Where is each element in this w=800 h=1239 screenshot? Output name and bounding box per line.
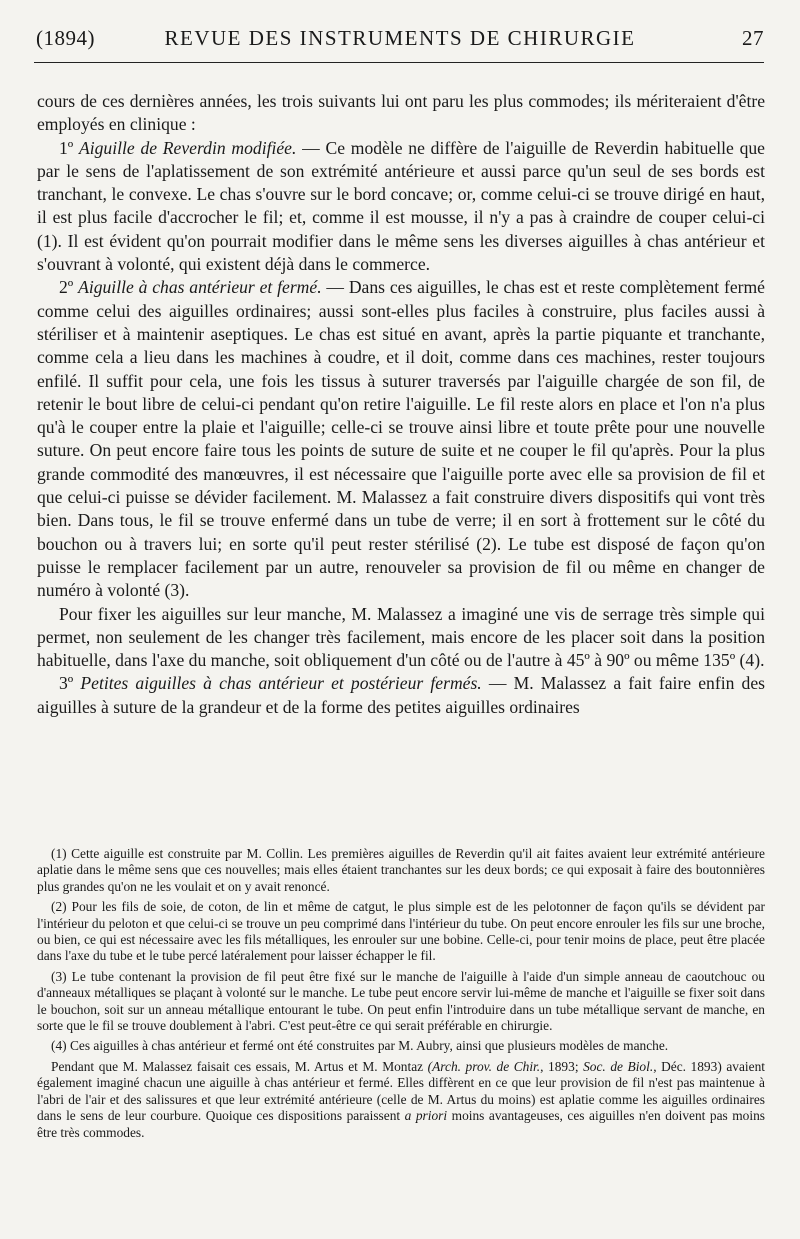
paragraph-needle-1 xyxy=(37,137,765,277)
item-title: Aiguille à chas antérieur et fermé. xyxy=(78,277,322,298)
page-number: 27 xyxy=(742,26,764,50)
item-text: — Dans ces aiguilles, le chas est et reste complètement fermé comme celui des aiguilles ordinaires; aussi sont-elles plus faciles à construire, plus faciles aussi à stériliser et à maintenir aseptiques. Le chas est situé en avant, après la partie piquante et tranchante, comme cela a lieu dans les machines à coudre, et il doit, comme dans ces machines, rester toujours enfilé. Il suffit pour cela, une fois les tissus à suturer traversés par l'aiguille chargée de son fil, de retenir le bout libre de celui-ci pendant qu'on retire l'aiguille. Le fil reste alors en place et l'on n'a plus qu'à le couper entre la plaie et l'aiguille; celle-ci se trouve ainsi libre et toute prête pour une nouvelle suture. On peut encore faire tous les points de suture de suite et ne couper le fil qu'après. Pour la plus grande commodité des manœuvres, il est nécessaire que l'aiguille porte avec elle sa provision de fil et que celui-ci puisse se dévider facilement. M. Malassez a fait construire divers dispositifs qui vont très bien. Dans tous, le fil se trouve enfermé dans un tube de verre; il en sort à frottement sur le côté du bouchon ou à travers lui; en sorte qu'il peut rester stérilisé (2). Le tube est disposé de façon qu'on puisse le remplacer facilement par un autre, renouveler sa provision de fil ou même en changer de numéro à volonté (3). xyxy=(37,277,765,601)
paragraph-needle-2 xyxy=(37,276,765,602)
footnote-1: (1) Cette aiguille est construite par M. Collin. Les premières aiguilles de Reverdin qu'il ait faites avaient leur extrémité antérieure aplatie dans le même sens que ces nouvelles; mais elles étaient tranchantes sur les deux bords; ce qui exposait à faire des boutonnières plus grandes qu'on ne les voulait et on y avait renoncé. xyxy=(37,846,765,894)
header-title: REVUE DES INSTRUMENTS DE CHIRURGIE xyxy=(164,26,636,50)
footnotes xyxy=(37,846,765,1145)
citation: (Arch. prov. de Chir. xyxy=(427,1058,541,1074)
header-year: (1894) xyxy=(36,26,95,50)
paragraph-needle-3 xyxy=(37,672,765,719)
paragraph-intro: cours de ces dernières années, les trois suivants lui ont paru les plus commodes; ils mériteraient d'être employés en clinique : xyxy=(37,91,765,135)
header-rule xyxy=(34,62,764,63)
item-title: Aiguille de Reverdin modifiée. xyxy=(79,137,297,158)
latin-phrase: a priori xyxy=(404,1108,448,1124)
item-text: — M. Malassez a fait faire enfin des aiguilles à suture de la grandeur et de la forme des petites aiguilles ordinaires xyxy=(37,673,765,717)
footnote-2: (2) Pour les fils de soie, de coton, de lin et même de catgut, le plus simple est de les pelotonner de façon qu'ils se dévident par l'intérieur du peloton et que celui-ci se trouve un peu comprimé dans l'intérieur du tube. On peut encore enrouler les fils sur une broche, ou bien, ce qui est nécessaire avec les fils métalliques, les enrouler sur une bobine. Celle-ci, pour tenir moins de place, peut être placée dans l'axe du tube et le tube percé latéralement pour laisser échapper le fil. xyxy=(37,899,765,964)
footnote-4-continuation: Pendant que M. Malassez faisait ces essais, M. Artus et M. Montaz (Arch. prov. de Chir., 1893; Soc. de Biol., Déc. 1893) avaient également imaginé chacun une aiguille à chas antérieur et fermé. Elles diffèrent en ce que leur provision de fil n'est pas maintenue à l'abri de l'air et des salissures et que leur extrémité antérieure (celle de M. Artus du moins) est aplatie comme les aiguilles ordinaires dans le sens de leur courbure. Quoique ces dispositions paraissent a priori moins avantageuses, ces aiguilles n'en doivent pas moins être très commodes. xyxy=(37,1058,766,1140)
running-header xyxy=(36,26,764,56)
item-number: 1º xyxy=(59,137,79,158)
citation: Soc. de Biol. xyxy=(583,1058,654,1074)
item-number: 2º xyxy=(59,277,79,298)
main-text xyxy=(37,90,765,719)
item-number: 3º xyxy=(59,673,81,694)
paragraph-handle: Pour fixer les aiguilles sur leur manche, M. Malassez a imaginé une vis de serrage très simple qui permet, non seulement de les changer très facilement, mais encore de les placer soit dans la position habituelle, dans l'axe du manche, soit obliquement d'un côté ou de l'autre à 45º à 90º ou même 135º (4). xyxy=(37,603,765,671)
item-text: — Ce modèle ne diffère de l'aiguille de Reverdin habituelle que par le sens de l'aplatissement de son extrémité antérieure et aussi parce qu'un seul de ses bords est tranchant, le convexe. Le chas s'ouvre sur le bord concave; or, comme celui-ci se trouve dirigé en haut, il est plus facile d'accrocher le fil; et, comme il est mousse, il n'y a pas à craindre de couper celui-ci (1). Il est évident qu'on pourrait modifier dans le même sens les diverses aiguilles à chas antérieur et s'ouvrant à volonté, qui existent déjà dans le commerce. xyxy=(37,137,765,275)
item-title: Petites aiguilles à chas antérieur et postérieur fermés. xyxy=(80,673,482,694)
footnote-3: (3) Le tube contenant la provision de fil peut être fixé sur le manche de l'aiguille à l'aide d'un simple anneau de caoutchouc ou d'anneaux métalliques se plaçant à volonté sur le manche. Le tube peut encore servir lui-même de manche et l'aiguille se fixer soit dans le bouchon, soit sur un anneau métallique entourant le tube. On peut enfin l'introduire dans un tube métallique servant de manche, en sorte que le fil se trouve doublement à l'abri. C'est peut-être ce qui serait préférable en chirurgie. xyxy=(37,968,765,1034)
footnote-4: (4) Ces aiguilles à chas antérieur et fermé ont été construites par M. Aubry, ainsi que plusieurs modèles de manche. xyxy=(51,1038,669,1054)
